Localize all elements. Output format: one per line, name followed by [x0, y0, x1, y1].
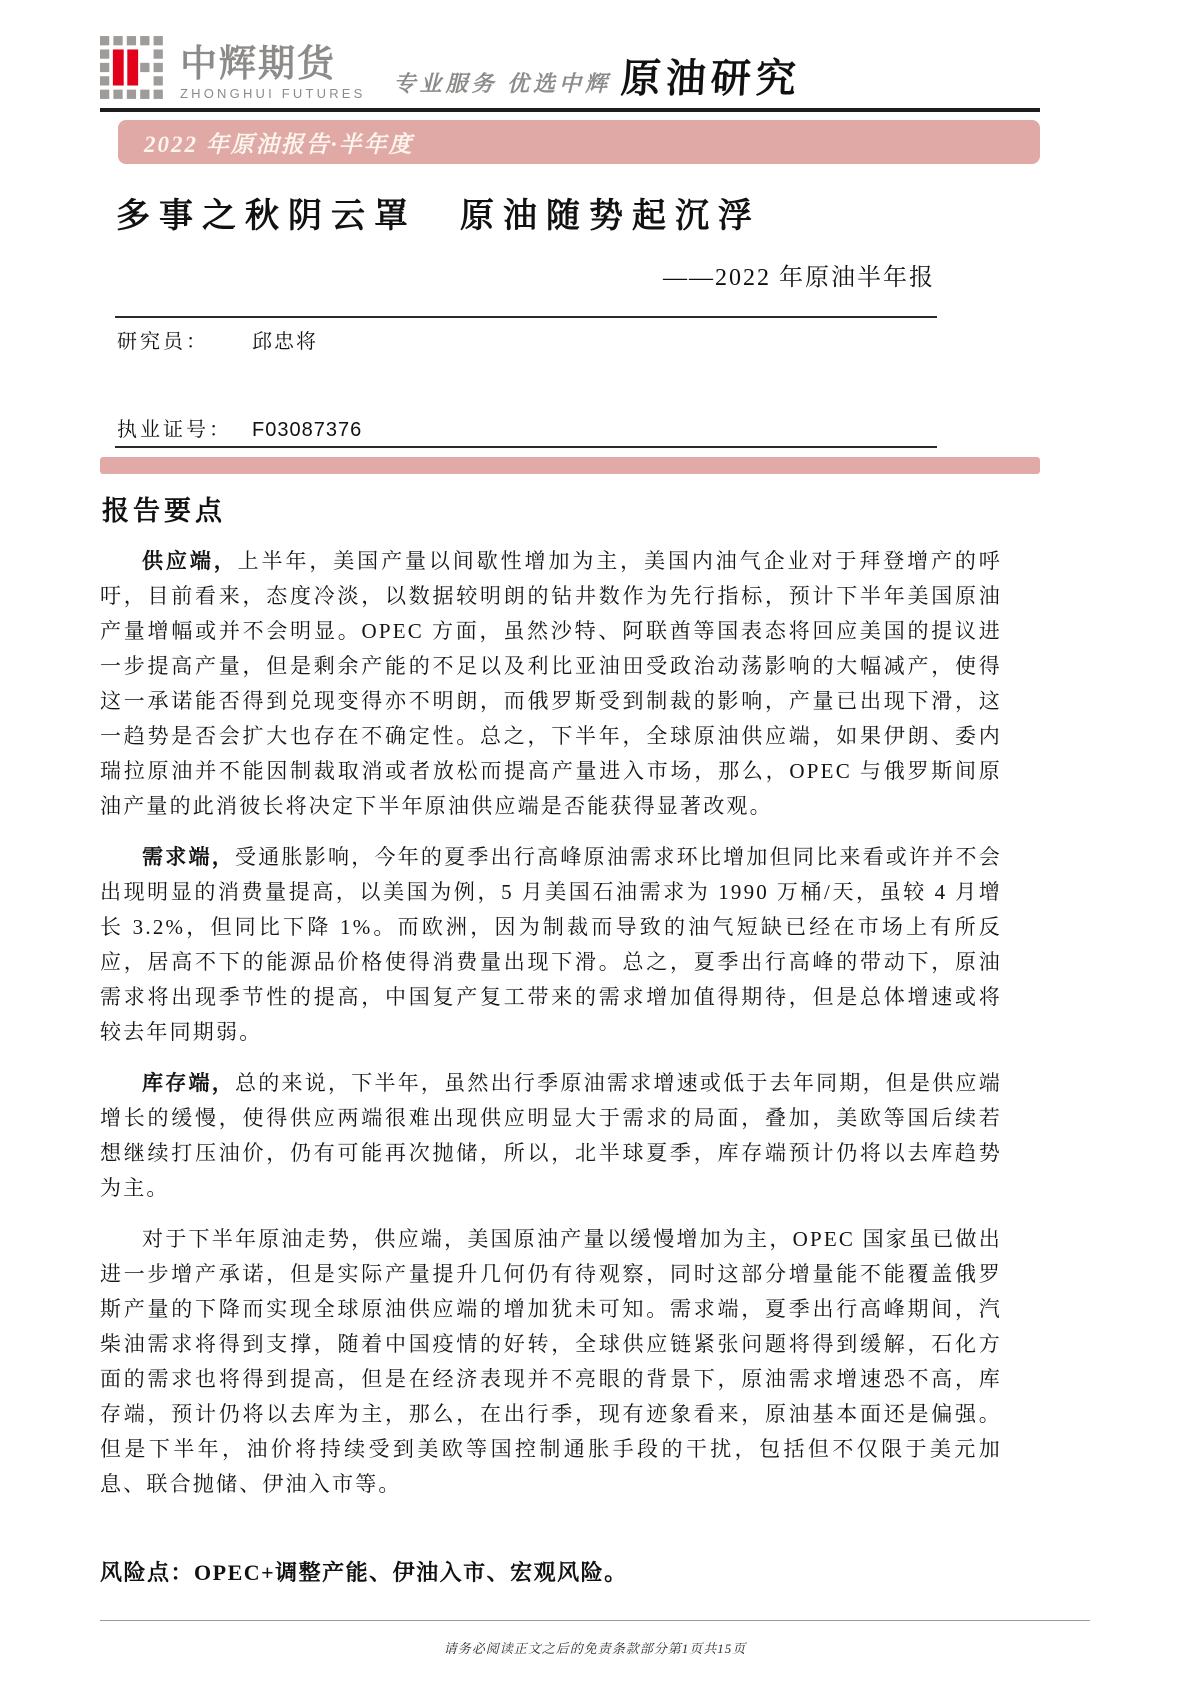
researcher-row [115, 318, 937, 358]
brand-tagline: 专业服务 优选中辉 [393, 71, 612, 96]
brand-name-en: ZHONGHUI FUTURES [180, 86, 366, 101]
section-accent-bar [100, 457, 1040, 474]
researcher-label: 研究员： [117, 331, 209, 353]
paragraph-inventory [100, 1066, 1002, 1206]
researcher-meta-block [115, 316, 937, 448]
report-title: 多事之秋阴云罩 原油随势起沉浮 [116, 198, 761, 235]
research-type-label: 原油研究 [619, 56, 803, 101]
report-category-label: 2022 年原油报告·半年度 [144, 131, 414, 157]
footer-disclaimer: 请务必阅读正文之后的免责条款部分第1页共15页 [443, 1641, 747, 1656]
zhonghui-logo-icon [100, 36, 168, 100]
license-number: F03087376 [252, 419, 363, 441]
report-subtitle: ——2022 年原油半年报 [663, 265, 935, 291]
researcher-name: 邱忠将 [252, 331, 318, 353]
report-category-banner [118, 120, 1040, 164]
paragraph-demand [100, 840, 1002, 1050]
paragraph-outlook [100, 1222, 1002, 1502]
paragraph-outlook-text: 对于下半年原油走势，供应端，美国原油产量以缓慢增加为主，OPEC 国家虽已做出进一步增产承诺，但是实际产量提升几何仍有待观察，同时这部分增量能不能覆盖俄罗斯产量的下降而实现全球原油供应端的增加犹未可知。需求端，夏季出行高峰期间，汽柴油需求将得到支撑，随着中国疫情的好转，全球供应链紧张问题将得到缓解，石化方面的需求也将得到提高，但是在经济表现并不亮眼的背景下，原油需求增速恐不高，库存端，预计仍将以去库为主，那么，在出行季，现有迹象看来，原油基本面还是偏强。但是下半年，油价将持续受到美欧等国控制通胀手段的干扰，包括但不仅限于美元加息、联合抛储、伊油入市等。 [100, 1227, 1002, 1496]
paragraph-demand-text: 受通胀影响，今年的夏季出行高峰原油需求环比增加但同比来看或许并不会出现明显的消费量提高，以美国为例，5 月美国石油需求为 1990 万桶/天，虽较 4 月增长 3.2%，但同比下降 1%。而欧洲，因为制裁而导致的油气短缺已经在市场上有所反应，居高不下的能源品价格使得消费量出现下滑。总之，夏季出行高峰的带动下，原油需求将出现季节性的提高，中国复产复工带来的需求增加值得期待，但是总体增速或将较去年同期弱。 [100, 845, 1002, 1044]
license-label: 执业证号： [117, 419, 232, 441]
meta-divider-bottom [115, 446, 937, 448]
footer-divider [100, 1620, 1090, 1621]
risk-points-text: OPEC+调整产能、伊油入市、宏观风险。 [194, 1560, 628, 1585]
paragraph-inventory-lead: 库存端， [142, 1071, 235, 1095]
license-row [115, 406, 937, 446]
risk-points-line [100, 1556, 1002, 1587]
paragraph-supply-text: 上半年，美国产量以间歇性增加为主，美国内油气企业对于拜登增产的呼吁，目前看来，态度冷淡，以数据较明朗的钻井数作为先行指标，预计下半年美国原油产量增幅或并不会明显。OPEC 方面，虽然沙特、阿联酋等国表态将回应美国的提议进一步提高产量，但是剩余产能的不足以及利比亚油田受政治动荡影响的大幅减产，使得这一承诺能否得到兑现变得亦不明朗，而俄罗斯受到制裁的影响，产量已出现下滑，这一趋势是否会扩大也存在不确定性。总之，下半年，全球原油供应端，如果伊朗、委内瑞拉原油并不能因制裁取消或者放松而提高产量进入市场，那么，OPEC 与俄罗斯间原油产量的此消彼长将决定下半年原油供应端是否能获得显著改观。 [100, 549, 1002, 818]
paragraph-supply [100, 544, 1002, 824]
paragraph-supply-lead: 供应端， [142, 549, 238, 573]
header-divider [100, 108, 1040, 112]
section-heading: 报告要点 [102, 496, 226, 526]
brand-name-cn: 中辉期货 [180, 43, 336, 84]
paragraph-inventory-text: 总的来说，下半年，虽然出行季原油需求增速或低于去年同期，但是供应端增长的缓慢，使得供应两端很难出现供应明显大于需求的局面，叠加，美欧等国后续若想继续打压油价，仍有可能再次抛储，所以，北半球夏季，库存端预计仍将以去库趋势为主。 [100, 1071, 1002, 1200]
risk-points-label: 风险点： [100, 1560, 195, 1585]
paragraph-demand-lead: 需求端， [142, 845, 235, 869]
brand-header [100, 0, 1040, 100]
